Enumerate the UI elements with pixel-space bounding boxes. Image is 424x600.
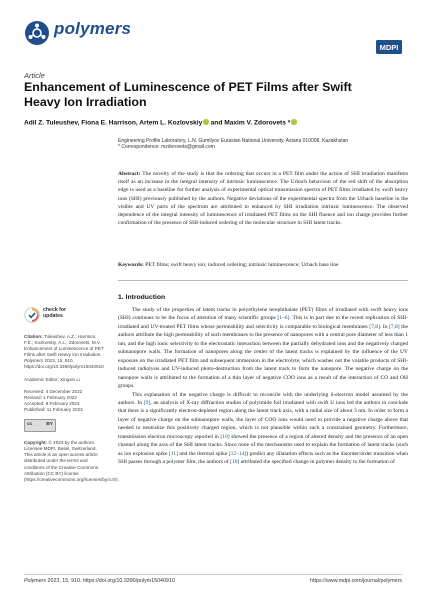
citation-link[interactable]: [12–14] xyxy=(228,450,247,457)
article-info-sidebar xyxy=(24,334,119,489)
published-date: Published: 11 February 2023 xyxy=(24,406,83,412)
footer-journal-link[interactable]: https://www.mdpi.com/journal/polymers xyxy=(310,578,402,584)
check-updates-label xyxy=(43,308,66,320)
citation-label: Citation: xyxy=(24,334,43,339)
citation-link[interactable]: [7,8] xyxy=(389,323,400,330)
mdpi-logo-text: MDPI xyxy=(379,43,399,52)
affiliation: Engineering Profile Laboratory, L.N. Gumilyov Eurasian National University, Astana 010008, Kazakhstan xyxy=(118,138,349,144)
text-run: . In xyxy=(379,323,390,330)
article-type: Article xyxy=(24,71,45,80)
authors-part1: Adil Z. Tuleushev, Fiona E. Harrison, Artem L. Kozlovskiy xyxy=(24,119,203,127)
copyright-label: Copyright: xyxy=(24,440,48,446)
editor-name: Xingxin Li xyxy=(58,376,80,382)
citation-tail[interactable]: 2023, 15, 910. https://doi.org/10.3390/polym15040910 xyxy=(24,358,104,370)
text-run: the authors attribute the high permeability of such membranes to the presence of nanopores with a central pore diameter of less than 1 nm, and the high ionic selectivity to the electrostatic interaction between the partially dehydrated ions and the negatively charged subnanopore walls. The formation of nanopores along the center of the latent tracks is explained by the influence of the UV exposure on the irradiated PET film and subsequent immersion in the electrolyte, which washes out the volatile products of SHI-induced radiolysis and UV-induced photo-destruction from the latent track to form the nanopore. The negative charge on the nanopore walls is attributed to the formation of a thin layer of negative COO ions as a result of the interaction of CO and OH groups. xyxy=(118,323,409,390)
revised-date: Revised: 1 February 2023 xyxy=(24,394,77,400)
citation-journal: Polymers xyxy=(24,358,44,364)
citation-link[interactable]: [7,8] xyxy=(369,323,380,330)
journal-name: polymers xyxy=(54,19,132,38)
text-run: attributed the specified change in polymer density to the formation of xyxy=(239,459,395,466)
text-run: , an analysis of X-ray diffraction studies of polyimide foil irradiated with swift U ions led the authors to conclude that there is a significantly electron-depleted region along the latent track axis, with a radial size of about 3 nm. In order to form a layer of negative charge on the subnanopore walls, the layer of COO ions would need to provide a negative charge above that needed to neutralize this positively charged region, which is not plausible within such a constrained geometry. Furthermore, transmission electron microscopy reported in xyxy=(118,399,408,440)
footer-citation xyxy=(24,578,175,584)
editor-block xyxy=(24,377,104,383)
keywords-label: Keywords: xyxy=(118,262,144,268)
abstract-text: The novelty of the study is that the ordering that occurs in a PET film under the action of SHI irradiation manifests itself as an increase in the integral intensity of intrinsic luminescence. The Urbach behaviour of the red shift of the absorption edge is used as a baseline for further analysis of experimental optical transmission spectra of PET films irradiated by swift heavy ions (SHI) previously published by the authors. Negative deviations of the experimental spectra from the Urbach baseline in the visible and UV parts of the spectrum are attributed to enhanced by SHI irradiation intrinsic luminescence. The observed dependence of the integral intensity of luminescence of irradiated PET films on the SHI fluence and ion charge provides further confirmation of the presence of SHI-induced ordering of the molecular structure in SHI latent tracks. xyxy=(118,171,408,227)
dates-block xyxy=(24,389,104,413)
copyright-text: © 2023 by the authors. Licensee MDPI, Basel, Switzerland. This article is an open access article distributed under the terms and conditions of the Creative Commons Attribution (CC BY) license (https://creativecommons.org/licenses/by/4.0/). xyxy=(24,440,119,482)
correspondence-label: * Correspondence: xyxy=(118,144,162,151)
section-heading-introduction: 1. Introduction xyxy=(118,294,166,301)
check-line-2: updates xyxy=(43,312,63,319)
text-run: The study of the properties of latent tracks in polyethylene terephthalate (PET) films of irradiated with swift heavy ions (SHI) continues to be the focus of attention of many scientific groups xyxy=(118,307,408,322)
introduction-body xyxy=(118,306,408,467)
footer-divider xyxy=(24,574,402,575)
correspondence-email[interactable]: mzdorovets@gmail.com xyxy=(161,144,215,151)
text-run: This explanation of the negative charge is difficult to reconcile with the underlying δ-electron model assumed by the authors. In xyxy=(118,391,408,406)
citation-block xyxy=(24,334,104,371)
section-divider xyxy=(118,280,408,281)
article-title: Enhancement of Luminescence of PET Films after Swift Heavy Ion Irradiation xyxy=(24,80,352,109)
keywords xyxy=(118,261,408,269)
orcid-icon[interactable] xyxy=(291,119,297,125)
citation-link[interactable]: [9] xyxy=(143,399,151,406)
abstract xyxy=(118,170,408,227)
abstract-label: Abstract: xyxy=(118,171,141,177)
citation-text: Tuleushev, A.Z.; Harrison, F.E.; Kozlovskiy, A.L.; Zdorovets, M.V. Enhancement of Luminescence of PET Films after Swift Heavy Ion Irradiation. xyxy=(24,334,104,358)
accepted-date: Accepted: 9 February 2023 xyxy=(24,400,80,406)
cc-by-license-badge[interactable] xyxy=(24,419,56,432)
check-line-1: check for xyxy=(43,307,67,313)
check-updates-icon xyxy=(24,307,40,323)
citation-link[interactable]: [10] xyxy=(230,459,240,466)
received-date: Received: 4 December 2022 xyxy=(24,388,83,394)
footer-doi[interactable]: 2023, 15, 910. https://doi.org/10.3390/polym15040910 xyxy=(46,578,175,584)
text-run: ) predict any dilatation effects such as the disorder/order transition when SHI passes through a polymer film, the authors of xyxy=(118,450,408,466)
affiliation-block xyxy=(118,138,408,150)
cc-label: cc xyxy=(27,421,33,427)
author-list xyxy=(24,119,404,128)
text-run: showed the presence of a region of altered density and the presence of an open channel along the axis of the SHI latent tracks. Since none of the mechanisms used to explain the formation of latent tracks (such as ion explosion spike xyxy=(118,433,409,457)
authors-part2: and Maxim V. Zdorovets * xyxy=(208,119,291,127)
citation-link[interactable]: [11] xyxy=(168,450,178,457)
text-run: and the thermal spike xyxy=(177,450,229,457)
intro-paragraph-1 xyxy=(118,306,408,391)
citation-link[interactable]: [1–6] xyxy=(277,315,290,322)
intro-paragraph-2 xyxy=(118,391,408,467)
footer-journal: Polymers xyxy=(24,578,47,584)
copyright-block xyxy=(24,440,119,483)
citation-link[interactable]: [10] xyxy=(220,433,230,440)
polymers-logo-icon xyxy=(24,20,50,46)
license-badge-block xyxy=(24,419,104,434)
correspondence-line xyxy=(118,144,408,150)
text-run: . This is in part due to the recent replication of SHI-irradiated and UV-treated PET films whose permeability and selectivity is comparable to biological membranes xyxy=(118,315,409,330)
check-for-updates-button[interactable] xyxy=(24,305,82,327)
by-label: BY xyxy=(46,421,53,427)
mdpi-logo-icon xyxy=(376,40,402,54)
editor-label: Academic Editor: xyxy=(24,376,59,382)
keywords-text: PET films; swift heavy ion; induced ordering; intrinsic luminescence; Urbach base line xyxy=(143,262,339,268)
